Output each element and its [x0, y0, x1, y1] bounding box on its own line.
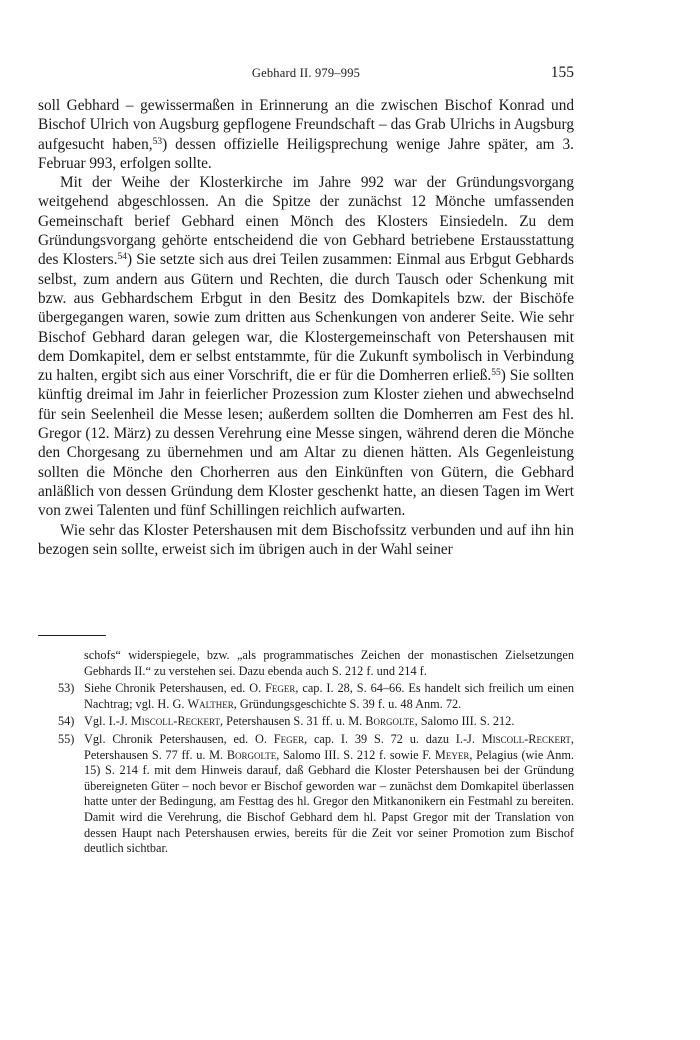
paragraph: Wie sehr das Kloster Petershausen mit dem Bischofssitz verbunden und auf ihn hin bezogen sein sollte, erweist sich im übrigen auch in der Wahl seiner	[38, 521, 574, 558]
footnote-53	[38, 681, 574, 712]
author-name: Meyer	[434, 747, 470, 762]
footnote-text: Vgl. Chronik Petershausen, ed. O. Feger, cap. I. 39 S. 72 u. dazu I.-J. Miscoll-Reckert, Petershausen S. 77 ff. u. M. Borgolte, Salomo III. S. 212 f. sowie F. Meyer, Pelagius (wie Anm. 15) S. 214 f. mit dem Hinweis darauf, daß Gebhard die Kloster Petershausen bei der Gründung übereigneten Güter – noch bevor er Bischof geworden war – zunächst dem Domkapitel überlassen hatte unter der Bedingung, am Festtag des hl. Gregor den Mitkanonikern ein Festmahl zu bereiten. Damit wird die Verehrung, die Bischof Gebhard dem hl. Papst Gregor mit der Translation von dessen Haupt nach Petershausen erwies, bereits für die Zeit vor seiner Promotion zum Bischof deutlich sichtbar.	[84, 731, 574, 856]
footnote-text: Siehe Chronik Petershausen, ed. O. Feger, cap. I. 28, S. 64–66. Es handelt sich freilich um einen Nachtrag; vgl. H. G. Walther, Gründungsgeschichte S. 39 f. u. 48 Anm. 72.	[84, 681, 574, 711]
running-head: Gebhard II. 979–995	[251, 66, 361, 80]
author-name: Miscoll-Reckert	[481, 731, 571, 746]
footnote-continuation: schofs“ widerspiegele, bzw. „als programmatisches Zeichen der monastischen Zielsetzungen Gebhards II.“ zu verstehen sei. Dazu ebenda auch S. 212 f. und 214 f.	[84, 648, 574, 678]
footnote-55	[38, 732, 574, 857]
author-name: Feger	[273, 731, 305, 746]
page-header	[38, 64, 574, 88]
footnotes	[38, 648, 574, 857]
footnote-number: 55)	[58, 731, 75, 746]
footnote-text: Vgl. I.-J. Miscoll-Reckert, Petershausen S. 31 ff. u. M. Borgolte, Salomo III. S. 212.	[84, 714, 515, 729]
footnote-number: 54)	[58, 714, 75, 729]
author-name: Miscoll-Reckert	[130, 714, 220, 729]
paragraph: Mit der Weihe der Klosterkirche im Jahre 992 war der Gründungsvorgang weitgehend abgeschlossen. An die Spitze der zunächst 12 Mönche umfassenden Gemeinschaft berief Gebhard einen Mönch des Klosters Einsiedeln. Zu dem Gründungsvorgang gehörte entscheidend die von Gebhard betriebene Erstausstattung des Klosters.$^{54}$) Sie setzte sich aus drei Teilen zusammen: Einmal aus Erbgut Gebhards selbst, zum andern aus Gütern und Rechten, die durch Tausch oder Schenkung mit bzw. aus Gebhardschem Erbgut in den Besitz des Domkapitels bzw. der Bischöfe übergegangen waren, sowie zum dritten aus Schenkungen von anderer Seite. Wie sehr Bischof Gebhard daran gelegen war, die Klostergemeinschaft von Petershausen mit dem Domkapitel, dem er selbst entstammte, für die Zukunft symbolisch in Verbindung zu halten, ergibt sich aus einer Vorschrift, die er für die Domherren erließ.$^{55}$) Sie sollten künftig dreimal im Jahr in feierlicher Prozession zum Kloster ziehen und abwechselnd für sein Seelenheil die Messe lesen; außerdem sollten die Domherren am Fest des hl. Gregor (12. März) zu dessen Verehrung eine Messe singen, während deren die Mönche den Chorgesang zu übernehmen und am Altar zu dienen hätten. Als Gegenleistung sollten die Mönche den Chorherren aus den Einkünften von Gütern, die Gebhard anläßlich von dessen Gründung dem Kloster geschenkt hatte, an diesen Tagen im Wert von zwei Talenten und fünf Schillingen reichlich aufwarten.	[38, 174, 574, 520]
footnote-ref: 54	[117, 252, 127, 263]
author-name: Borgolte	[365, 714, 415, 729]
main-text	[38, 96, 574, 559]
footnote-separator	[38, 635, 106, 636]
page-number: 155	[550, 64, 574, 81]
footnote-number: 53)	[58, 681, 75, 696]
author-name: Walther	[187, 696, 234, 711]
footnote-ref: 53	[152, 136, 163, 147]
author-name: Feger	[265, 681, 296, 696]
paragraph: soll Gebhard – gewissermaßen in Erinnerung an die zwischen Bischof Konrad und Bischof Ulrich von Augsburg gepflogene Freundschaft – das Grab Ulrichs in Augsburg aufgesucht haben,$^{53}$) dessen offizielle Heiligsprechung wenige Jahre später, am 3. Februar 993, erfolgen sollte.	[38, 97, 574, 172]
footnote-ref: 55	[491, 368, 501, 379]
footnote-54	[38, 714, 574, 730]
author-name: Borgolte	[226, 747, 277, 762]
